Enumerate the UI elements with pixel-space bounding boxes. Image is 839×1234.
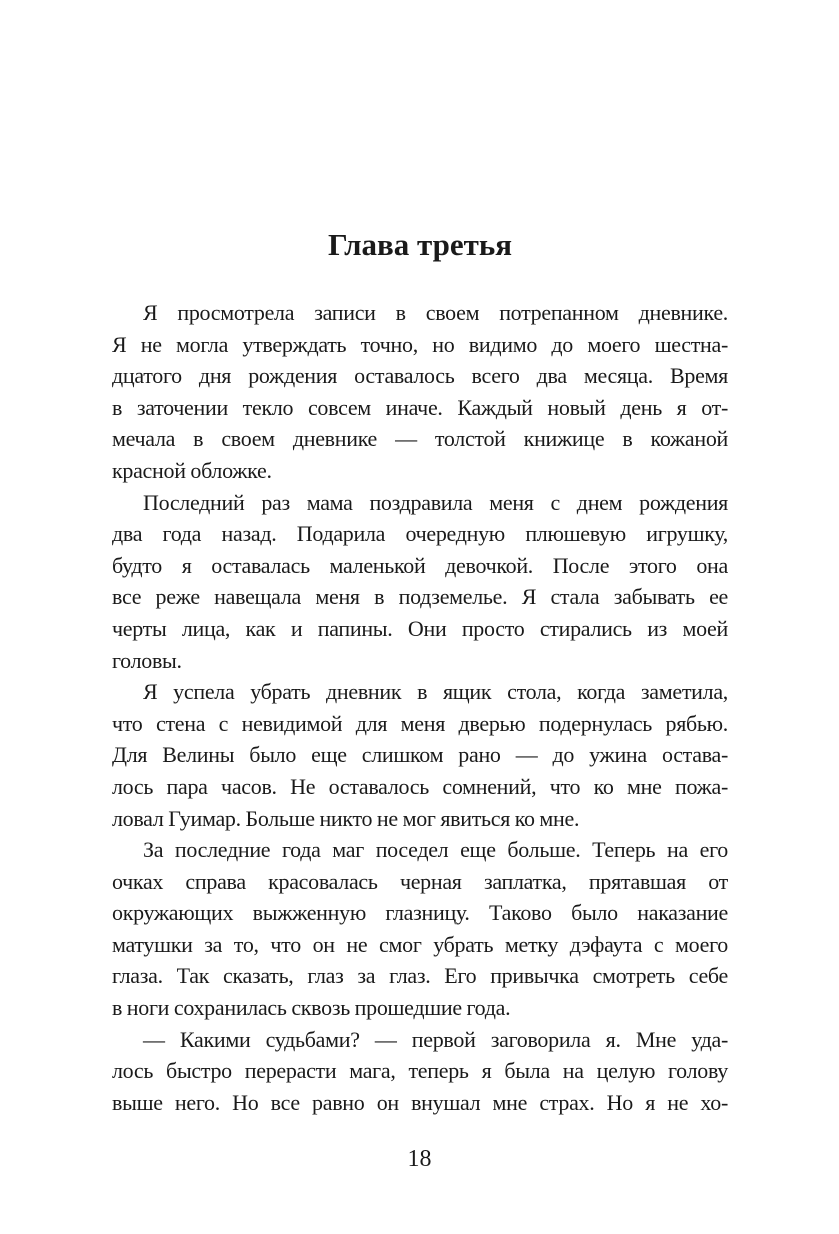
text-line: Я успела убрать дневник в ящик стола, когда заметила, — [143, 679, 728, 705]
text-line: головы. — [112, 647, 182, 673]
text-line: лось пара часов. Не оставалось сомнений, что ко мне пожа- — [112, 773, 728, 799]
paragraph — [112, 487, 728, 677]
text-line: выше него. Но все равно он внушал мне страх. Но я не хо- — [112, 1089, 728, 1115]
text-line: матушки за то, что он не смог убрать метку дэфаута с моего — [112, 931, 728, 957]
text-line: два года назад. Подарила очередную плюшевую игрушку, — [112, 521, 728, 547]
text-line: дцатого дня рождения оставалось всего два месяца. Время — [112, 363, 728, 389]
paragraph — [112, 297, 728, 487]
text-line: очках справа красовалась черная заплатка, прятавшая от — [112, 868, 728, 894]
text-line: лось быстро перерасти мага, теперь я была на целую голову — [112, 1058, 728, 1084]
text-line: Для Велины было еще слишком рано — до ужина остава- — [112, 742, 728, 768]
text-line: красной обложке. — [112, 457, 272, 483]
chapter-title: Глава третья — [327, 227, 513, 262]
text-line: в ноги сохранилась сквозь прошедшие года. — [112, 995, 511, 1021]
text-line: будто я оставалась маленькой девочкой. После этого она — [112, 552, 728, 578]
page-number: 18 — [407, 1146, 432, 1173]
text-line: Я просмотрела записи в своем потрепанном дневнике. — [143, 300, 728, 325]
text-line: окружающих выжженную глазницу. Таково было наказание — [112, 900, 728, 926]
text-line: черты лица, как и папины. Они просто стирались из моей — [112, 615, 728, 641]
text-line: Я не могла утверждать точно, но видимо до моего шестна- — [112, 331, 728, 357]
text-line: За последние года маг поседел еще больше. Теперь на его — [143, 837, 728, 863]
text-line: — Какими судьбами? — первой заговорила я. Мне уда- — [143, 1026, 728, 1052]
text-line: ловал Гуимар. Больше никто не мог явиться ко мне. — [112, 805, 580, 831]
text-line: глаза. Так сказать, глаз за глаз. Его привычка смотреть себе — [112, 963, 728, 989]
chapter-body — [112, 297, 728, 1118]
text-line: в заточении текло совсем иначе. Каждый новый день я от- — [112, 394, 728, 420]
text-line: мечала в своем дневнике — толстой книжице в кожаной — [112, 426, 728, 452]
paragraph — [112, 676, 728, 834]
book-page — [112, 0, 728, 1234]
text-line: все реже навещала меня в подземелье. Я стала забывать ее — [112, 584, 728, 610]
paragraph — [112, 1024, 728, 1119]
text-line: Последний раз мама поздравила меня с днем рождения — [143, 489, 728, 515]
paragraph — [112, 834, 728, 1024]
text-line: что стена с невидимой для меня дверью подернулась рябью. — [112, 710, 728, 736]
